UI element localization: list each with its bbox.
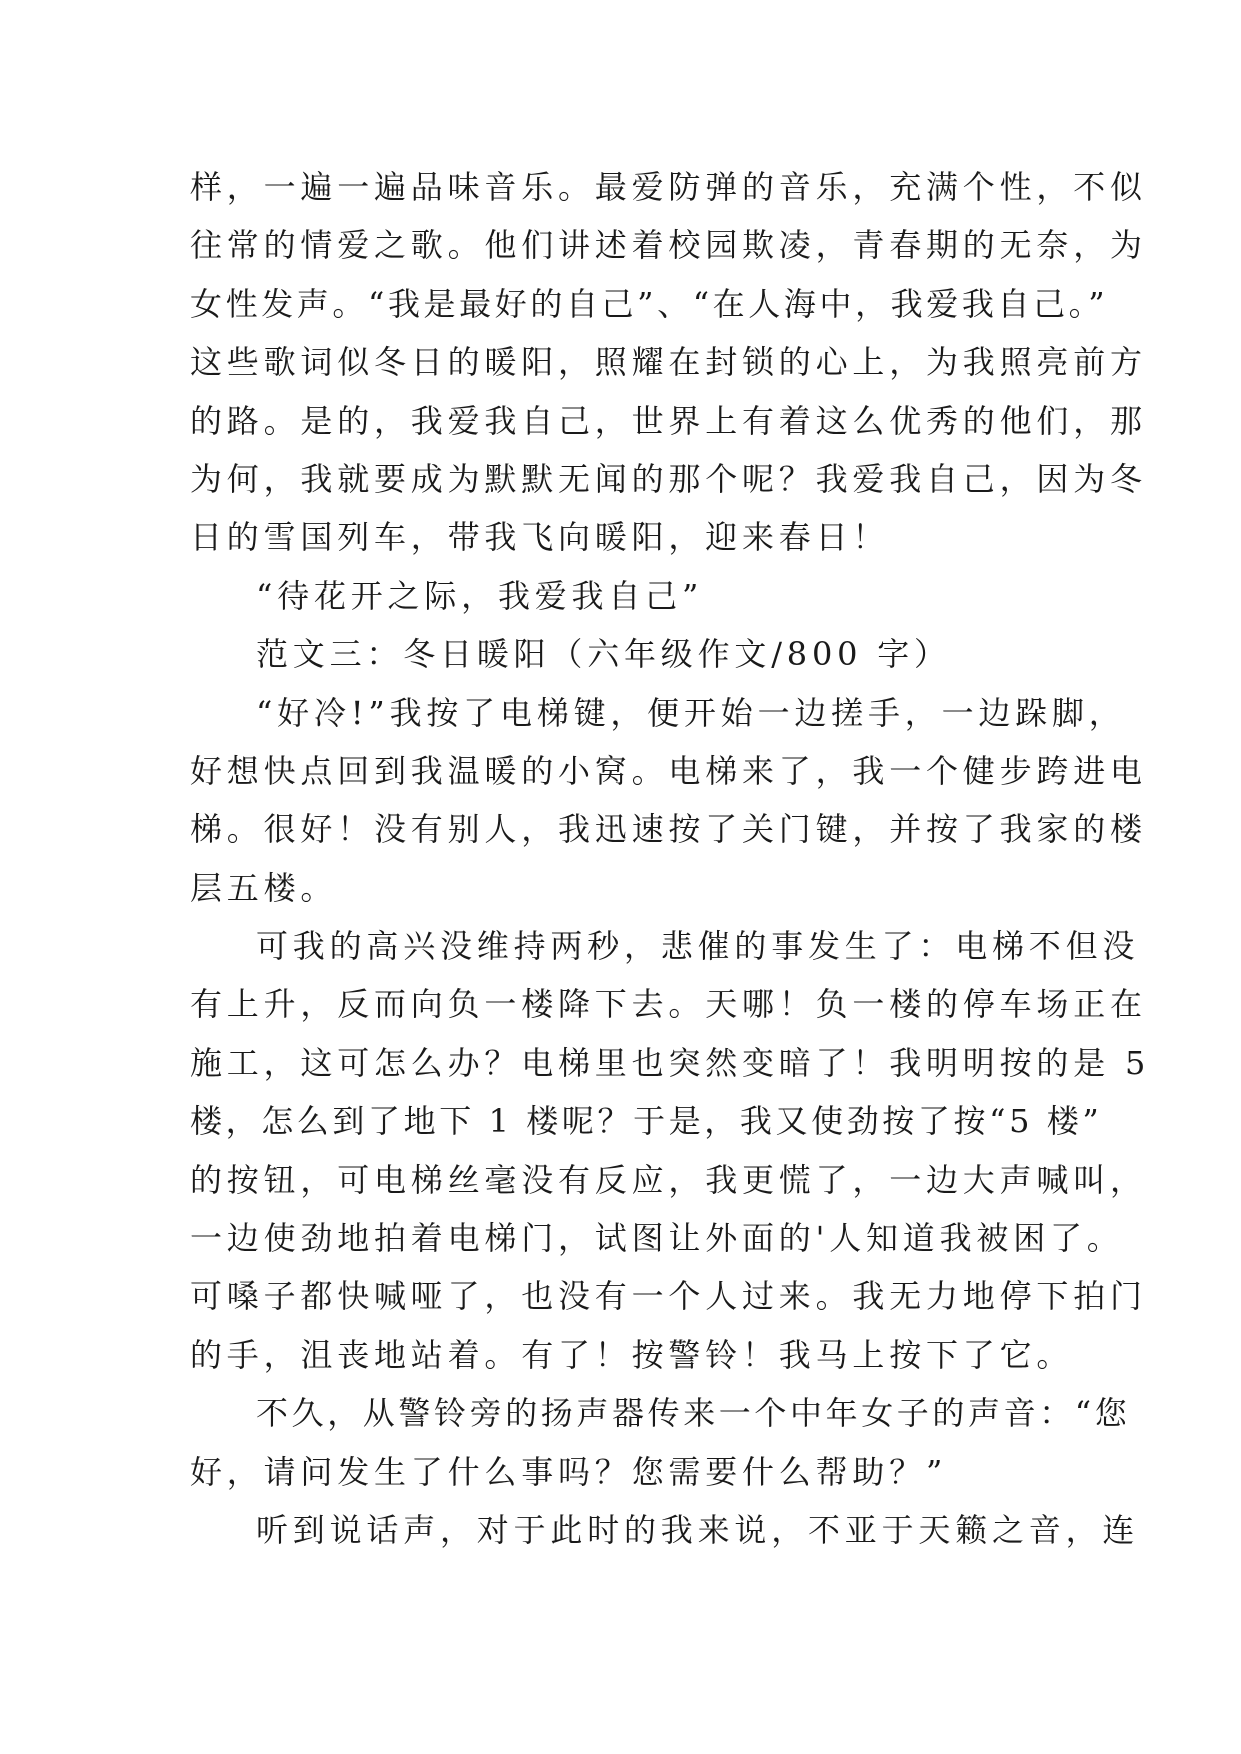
text-line: 好想快点回到我温暖的小窝。电梯来了，我一个健步跨进电 [190, 751, 1147, 790]
text-line: 可我的高兴没维持两秒，悲催的事发生了：电梯不但没 [256, 927, 1140, 966]
text-line: 一边使劲地拍着电梯门，试图让外面的'人知道我被困了。 [190, 1219, 1124, 1258]
text-line: 听到说话声，对于此时的我来说，不亚于天籁之音，连 [256, 1510, 1140, 1549]
text-line: 梯。很好！没有别人，我迅速按了关门键，并按了我家的楼 [190, 810, 1147, 849]
section-heading: 范文三：冬日暖阳（六年级作文/800 字） [256, 635, 951, 674]
text-line: 女性发声。“我是最好的自己”、“在人海中，我爱我自己。” [190, 284, 1109, 323]
text-line: 样，一遍一遍品味音乐。最爱防弹的音乐，充满个性，不似 [190, 168, 1147, 206]
text-line: 可嗓子都快喊哑了，也没有一个人过来。我无力地停下拍门 [190, 1277, 1147, 1316]
text-line: “好冷!”我按了电梯键，便开始一边搓手，一边跺脚， [256, 693, 1126, 732]
text-line: 有上升，反而向负一楼降下去。天哪！负一楼的停车场正在 [190, 985, 1147, 1024]
document-body [190, 158, 1151, 1559]
text-line: 施工，这可怎么办？电梯里也突然变暗了！我明明按的是 5 [190, 1043, 1151, 1082]
text-line: 层五楼。 [190, 868, 338, 907]
text-line: “待花开之际，我爱我自己” [256, 576, 704, 615]
text-line: 好，请问发生了什么事吗？您需要什么帮助？” [190, 1452, 948, 1491]
text-line: 的按钮，可电梯丝毫没有反应，我更慌了，一边大声喊叫， [190, 1160, 1147, 1199]
text-line: 的路。是的，我爱我自己，世界上有着这么优秀的他们，那 [190, 401, 1147, 440]
text-line: 不久，从警铃旁的扬声器传来一个中年女子的声音：“您 [256, 1394, 1131, 1433]
text-line: 楼，怎么到了地下 1 楼呢？于是，我又使劲按了按“5 楼” [190, 1102, 1103, 1141]
text-line: 日的雪国列车，带我飞向暖阳，迎来春日！ [190, 518, 890, 557]
text-line: 的手，沮丧地站着。有了！按警铃！我马上按下了它。 [190, 1335, 1074, 1374]
text-line: 这些歌词似冬日的暖阳，照耀在封锁的心上，为我照亮前方 [190, 343, 1147, 382]
text-line: 往常的情爱之歌。他们讲述着校园欺凌，青春期的无奈，为 [190, 226, 1147, 265]
text-line: 为何，我就要成为默默无闻的那个呢？我爱我自己，因为冬 [190, 459, 1147, 498]
